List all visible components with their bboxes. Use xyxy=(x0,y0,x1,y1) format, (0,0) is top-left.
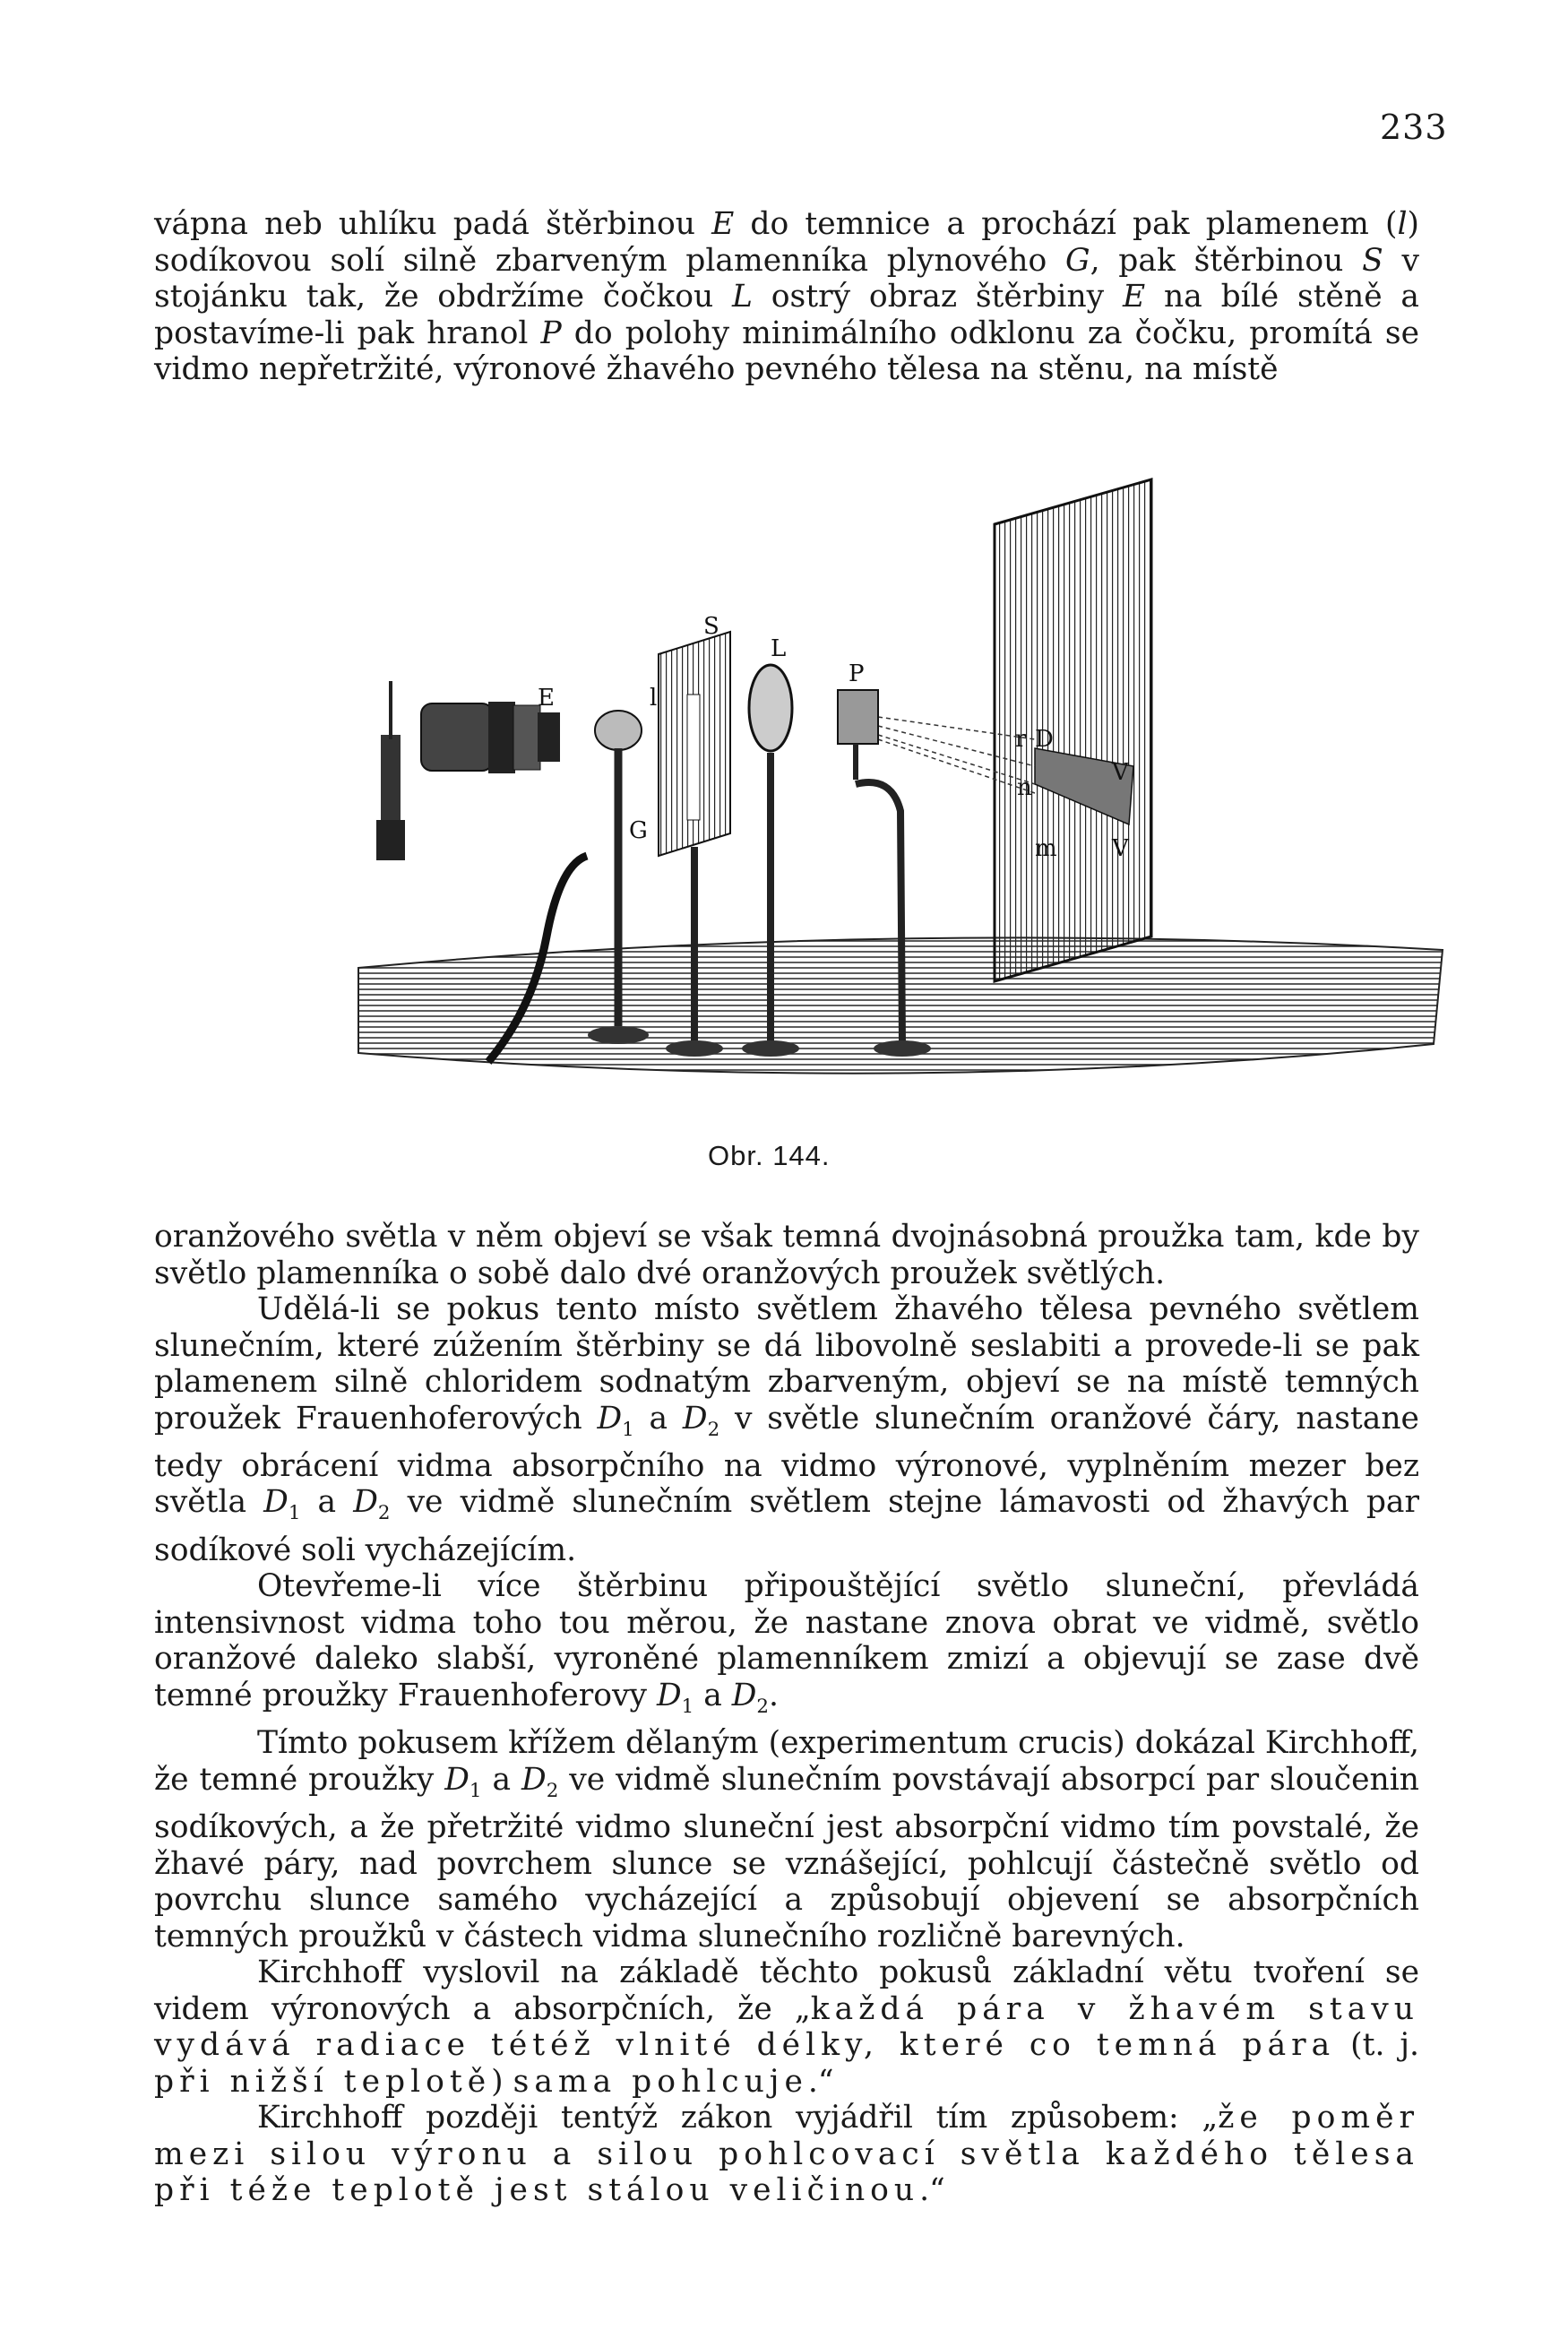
page-number: 233 xyxy=(1380,108,1448,147)
subscript: 2 xyxy=(377,1502,391,1525)
text-run: ve vidmě slunečním světlem stejne lámavosti od žhavých par sodíkové soli vycházejícím. xyxy=(154,1484,1419,1568)
label-n: n xyxy=(1017,774,1032,801)
italic-symbol: G xyxy=(1065,242,1090,279)
italic-symbol: E xyxy=(1122,279,1146,315)
text-run: Otevřeme-li více štěrbinu připouštějící světlo sluneční, převládá intensivnost vidma toho tou měrou, že nastane znova obrat ve vidmě, světlo oranžové daleko slabší, vyroněné plamenníkem zmizí a objevují se zase dvě temné proužky Frauenhoferovy xyxy=(154,1568,1419,1713)
subscript: 1 xyxy=(288,1502,301,1525)
italic-symbol: S xyxy=(1362,242,1383,279)
label-v2: V xyxy=(1112,835,1129,862)
subscript: 1 xyxy=(469,1779,482,1802)
figure-144-drawing xyxy=(354,470,1447,1098)
paragraph xyxy=(154,1291,1419,1568)
figure-caption: Obr. 144. xyxy=(708,1140,831,1171)
text-run: Kirchhoff vyslovil na základě těchto pokusů základní větu tvoření se videm výronových a absorpčních, že „ xyxy=(154,1955,1419,2027)
label-l: l xyxy=(650,685,658,712)
paragraph xyxy=(154,1219,1419,1291)
subscript: 1 xyxy=(622,1418,634,1441)
paragraph xyxy=(154,1568,1419,1725)
text-run: , pak štěrbinou xyxy=(1090,242,1363,279)
italic-symbol: D xyxy=(444,1761,470,1798)
subscript: 2 xyxy=(756,1695,770,1718)
italic-symbol: D xyxy=(263,1484,289,1521)
text-run: Kirchhoff později tentýž zákon vyjádřil tím způsobem: „ xyxy=(257,2100,1219,2136)
text-run: a xyxy=(300,1484,354,1521)
paragraph xyxy=(154,1955,1419,2100)
italic-symbol: D xyxy=(656,1677,682,1713)
text-run: .“ xyxy=(919,2172,945,2209)
text-run: vápna neb uhlíku padá štěrbinou xyxy=(154,206,712,242)
text-run: Tímto pokusem křížem dělaným (experimentum crucis) dokázal Kirchhoff, že temné proužky xyxy=(154,1725,1419,1798)
text-run: (t. j. xyxy=(1335,2027,1419,2064)
text-run: a xyxy=(633,1400,683,1437)
text-run: do temnice a prochází pak plamenem ( xyxy=(734,206,1398,242)
text-run: v stojánku tak, že obdržíme čočkou xyxy=(154,242,1420,315)
italic-symbol: E xyxy=(711,206,735,242)
text-run: . xyxy=(769,1677,779,1713)
label-g: G xyxy=(629,817,648,844)
italic-symbol: D xyxy=(353,1484,378,1521)
italic-symbol: D xyxy=(597,1400,623,1437)
italic-symbol: D xyxy=(682,1400,708,1437)
text-run: do polohy minimálního odklonu za čočku, promítá se vidmo nepřetržité, výronové žhavého pevného tělesa na stěnu, na místě xyxy=(154,315,1419,387)
paragraph xyxy=(154,1725,1419,1955)
label-m: m xyxy=(1035,835,1057,862)
italic-symbol: D xyxy=(521,1761,547,1798)
text-run: ) sodíkovou solí silně zbarveným plamenníka plynového xyxy=(154,206,1419,279)
text-run: oranžového světla v něm objeví se však temná dvojnásobná proužka tam, kde by světlo plamenníka o sobě dalo dvé oranžových proužek světlých. xyxy=(154,1219,1419,1291)
text-run: ostrý obraz štěrbiny xyxy=(752,279,1123,315)
italic-symbol: l xyxy=(1397,206,1408,242)
spaced-emphasis: že poměr mezi silou výronu a silou pohlcovací světla každého tělesa při téže teplotě jest stálou veličinou xyxy=(154,2100,1420,2209)
text-run: a xyxy=(481,1761,522,1798)
italic-symbol: D xyxy=(731,1677,757,1713)
subscript: 1 xyxy=(681,1695,694,1718)
paragraph xyxy=(154,2100,1419,2209)
text-run: na bílé stěně a postavíme-li pak hranol xyxy=(154,279,1420,351)
arc-lamp-e xyxy=(376,681,560,860)
text-run: ve vidmě slunečním povstávají absorpcí par sloučenin sodíkových, a že přetržité vidmo sluneční jest absorpční vidmo tím povstalé, že žhavé páry, nad povrchem slunce se vznášející, pohlcují částečně světlo od povrchu slunce samého vycházející a způsobují objevení se absorpčních temných proužků v částech vidma slunečního rozličně barevných. xyxy=(154,1761,1419,1955)
label-r: r xyxy=(1015,726,1027,753)
label-d: D xyxy=(1035,726,1054,753)
text-run: Udělá-li se pokus tento místo světlem žhavého tělesa pevného světlem slunečním, které zúžením štěrbiny se dá libovolně seslabiti a provede-li se pak plamenem silně chloridem sodnatým zbarveným, objeví se na místě temných proužek Frauenhoferových xyxy=(154,1291,1419,1437)
subscript: 2 xyxy=(546,1779,559,1802)
label-e: E xyxy=(538,685,555,712)
spectroscope-illustration xyxy=(354,470,1447,1098)
italic-symbol: L xyxy=(732,279,753,315)
spaced-emphasis: sama pohlcuje xyxy=(513,2063,808,2100)
label-p: P xyxy=(849,660,865,687)
paragraph xyxy=(154,206,1419,388)
text-run: v světle slunečním oranžové čáry, nastane tedy obrácení vidma absorpčního na vidmo výronové, vyplněním mezer bez světla xyxy=(154,1400,1419,1521)
bottom-paragraphs xyxy=(154,1219,1419,2209)
label-v: V xyxy=(1112,759,1129,786)
label-lens: L xyxy=(771,635,787,662)
italic-symbol: P xyxy=(540,315,562,351)
top-paragraphs xyxy=(154,206,1419,388)
text-run: .“ xyxy=(807,2063,834,2100)
text-run: a xyxy=(694,1677,732,1713)
subscript: 2 xyxy=(707,1418,720,1441)
label-s: S xyxy=(703,613,719,640)
text-run: ) xyxy=(491,2063,513,2100)
spaced-emphasis: při nižší teplotě xyxy=(154,2063,492,2100)
spaced-emphasis: každá pára v žhavém stavu vydává radiace tétéž vlnité délky, které co temná pára xyxy=(154,1990,1420,2064)
